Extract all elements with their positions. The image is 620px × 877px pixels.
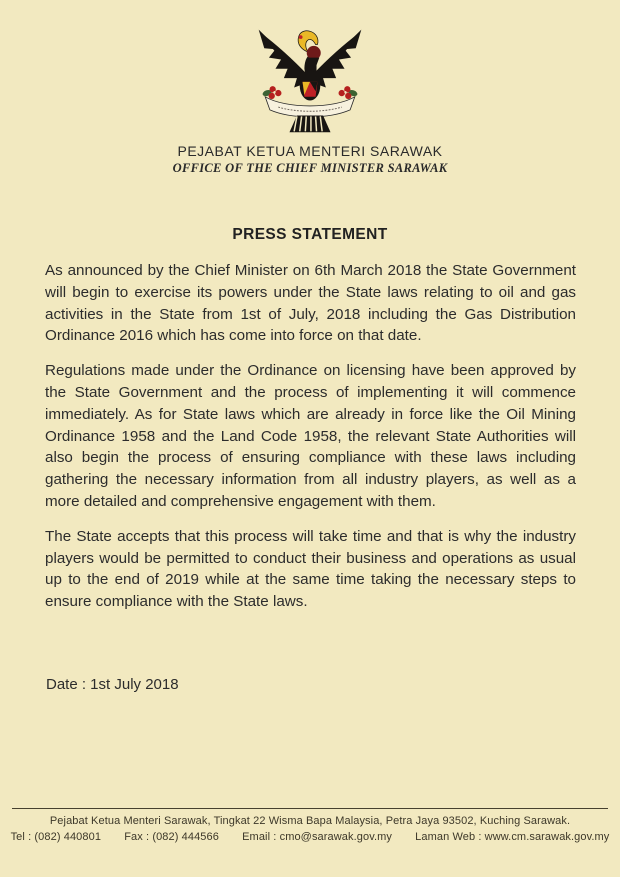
body-paragraph-1: As announced by the Chief Minister on 6th March 2018 the State Government will begin to exercise its powers under the State laws relating to oil and gas activities in the State from 1st of July, 2018 including the Gas Distribution Ordinance 2016 which has come into force on that date. [45, 262, 576, 345]
document-body [45, 260, 576, 626]
document-title: PRESS STATEMENT [232, 226, 388, 243]
sarawak-state-crest-icon [254, 24, 366, 136]
footer [0, 808, 620, 843]
letterhead [0, 143, 620, 176]
right-wing [312, 30, 361, 88]
office-name-malay: PEJABAT KETUA MENTERI SARAWAK [177, 143, 443, 159]
office-name-english: OFFICE OF THE CHIEF MINISTER SARAWAK [172, 161, 448, 175]
right-flower [339, 86, 359, 99]
left-flower [262, 86, 282, 99]
tail-fan [289, 115, 330, 132]
footer-address: Pejabat Ketua Menteri Sarawak, Tingkat 22 Wisma Bapa Malaysia, Petra Jaya 93502, Kuching Sarawak. [49, 815, 571, 827]
footer-email: Email : cmo@sarawak.gov.my [242, 831, 393, 843]
footer-web: Laman Web : www.cm.sarawak.gov.my [415, 831, 610, 843]
footer-tel: Tel : (082) 440801 [10, 831, 102, 843]
footer-fax: Fax : (082) 444566 [124, 831, 219, 843]
footer-divider [12, 808, 608, 809]
body-paragraph-3: The State accepts that this process will take time and that is why the industry players would be permitted to conduct their business and operations as usual up to the end of 2019 while at the same time taking the necessary steps to ensure compliance with the State laws. [45, 527, 576, 611]
date-line: Date : 1st July 2018 [46, 676, 179, 693]
footer-contacts [0, 831, 620, 843]
body-paragraph-2: Regulations made under the Ordinance on licensing have been approved by the State Government and the process of implementing it will commence immediately. As for State laws which are already in force like the Oil Mining Ordinance 1958 and the Land Code 1958, the relevant State Authorities will also begin the process of ensuring compliance with these laws including gathering the necessary information from all industry players, as well as a more detailed and comprehensive engagement with them. [45, 362, 576, 510]
